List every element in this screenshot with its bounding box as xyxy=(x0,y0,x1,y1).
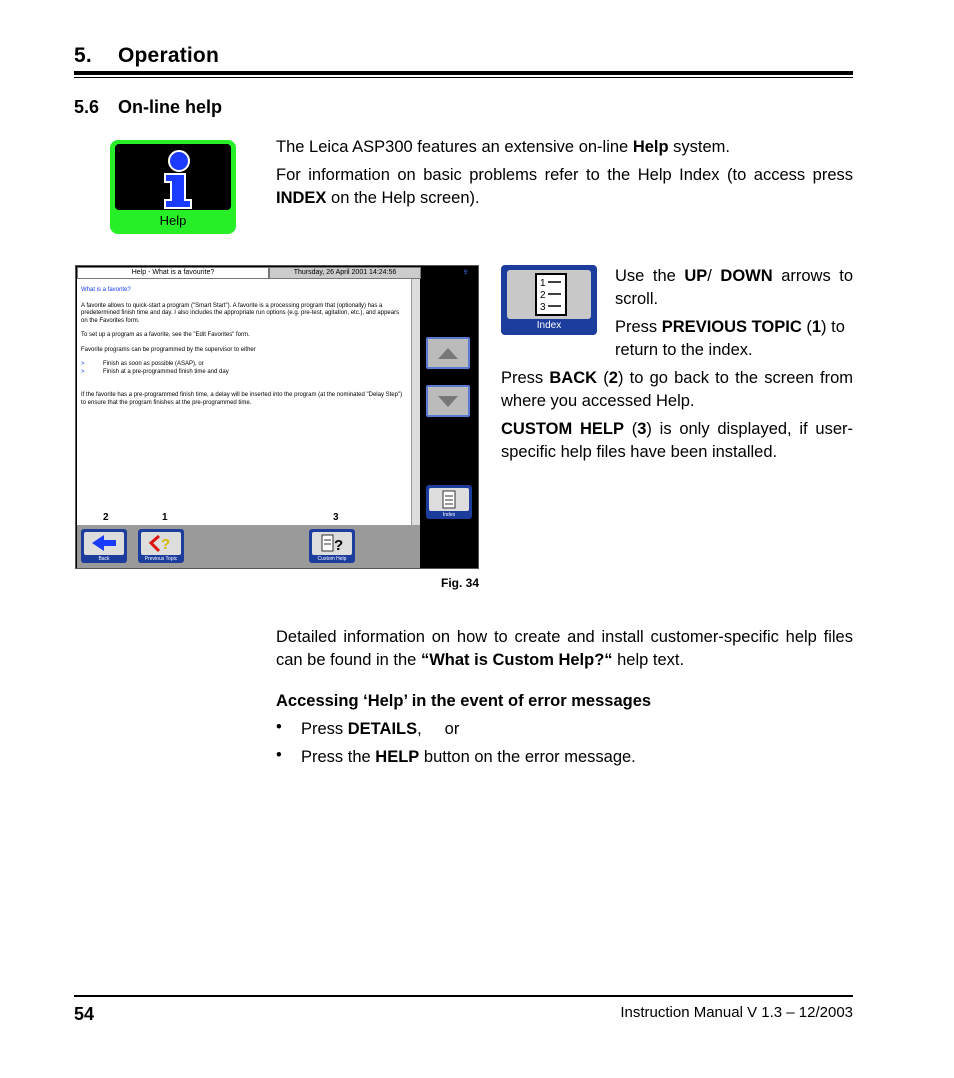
page-number: 54 xyxy=(74,1004,95,1024)
intro-paragraph-1: The Leica ASP300 features an extensive on-line Help system. xyxy=(276,138,731,156)
instruction-custom-help: CUSTOM HELP (3) is only displayed, if user-specific help files have been installed. xyxy=(501,420,853,461)
callout-3: 3 xyxy=(333,512,339,523)
previous-topic-button-illustration: ? Previous Topic xyxy=(138,529,184,563)
help-content-p3: Favorite programs can be programmed by the supervisor to either xyxy=(81,346,256,353)
chapter-heading xyxy=(74,44,219,68)
previous-topic-icon xyxy=(141,532,181,555)
instruction-previous-topic: Press PREVIOUS TOPIC (1) to return to the index. xyxy=(615,318,845,359)
help-content-heading: What is a favorite? xyxy=(81,287,131,293)
header-rule-thin xyxy=(74,77,853,78)
help-icon-label: Help xyxy=(159,213,187,228)
screen-date: Thursday, 26 April 2001 14:24:56 xyxy=(269,267,421,279)
help-content-p4: If the favorite has a pre-programmed finish time, a delay will be inserted into the program (at the nominated "Delay Step") to ensure that the program finishes at the pre-programmed time. xyxy=(81,392,403,406)
help-content-list-item: > Finish as soon as possible (ASAP), or xyxy=(81,361,204,367)
svg-text:?: ? xyxy=(161,536,171,553)
help-button-illustration xyxy=(110,140,236,234)
help-content xyxy=(77,279,411,525)
svg-text:2: 2 xyxy=(540,290,546,301)
custom-help-info xyxy=(276,626,853,672)
list-item: • Press DETAILS, or xyxy=(276,718,460,738)
up-arrow-icon xyxy=(428,339,468,367)
help-content-p1: A favorite allows to quick-start a program ("Smart Start"). A favorite is a processing program that (optionally) has a predetermined finish time and day. I also includes the appropriate run options (e.g. pre-test, agitation, etc.), and appears on the Favorites form. xyxy=(81,302,400,324)
custom-help-paragraph: Detailed information on how to create and install customer-specific help files can be found in the “What is Custom Help?“ help text. xyxy=(276,628,853,669)
down-arrow-icon xyxy=(428,387,468,415)
back-arrow-icon xyxy=(84,532,124,555)
custom-help-button-illustration: ? Custom Help xyxy=(309,529,355,563)
instruction-up-down: Use the UP/ DOWN arrows to scroll. xyxy=(615,267,853,308)
svg-text:3: 3 xyxy=(540,302,546,313)
custom-help-icon xyxy=(312,532,352,555)
intro-text xyxy=(276,136,853,210)
help-content-p2: To set up a program as a favorite, see the "Edit Favorites" form. xyxy=(81,332,250,338)
chapter-number: 5. xyxy=(74,44,92,67)
section-heading xyxy=(74,97,222,118)
header-rule xyxy=(74,71,853,75)
scroll-down-illustration xyxy=(426,385,470,417)
screen-title: Help - What is a favourite? xyxy=(77,267,269,279)
instruction-back: Press BACK (2) to go back to the screen from where you accessed Help. xyxy=(501,369,853,410)
error-help-section xyxy=(276,690,853,769)
index-button-illustration: Index xyxy=(426,485,472,519)
scroll-instructions xyxy=(615,265,853,362)
help-screen-screenshot xyxy=(75,265,479,569)
error-help-heading: Accessing ‘Help’ in the event of error messages xyxy=(276,692,652,710)
screen-side-panel xyxy=(420,279,478,568)
index-icon-label: Index xyxy=(536,320,562,331)
list-item: • Press the HELP button on the error message. xyxy=(276,746,636,766)
section-title: On-line help xyxy=(118,97,223,117)
index-button-icon xyxy=(501,265,597,335)
callout-2: 2 xyxy=(103,512,109,523)
index-list-icon xyxy=(429,488,469,511)
info-icon xyxy=(115,144,231,210)
footer-rule xyxy=(74,995,853,997)
screen-button-bar xyxy=(77,525,420,568)
back-instructions xyxy=(501,367,853,464)
figure-caption: Fig. 34 xyxy=(441,576,480,590)
scroll-up-illustration xyxy=(426,337,470,369)
help-content-list-item: > Finish at a pre-programmed finish time and day xyxy=(81,368,229,375)
svg-text:?: ? xyxy=(334,537,344,554)
chapter-title: Operation xyxy=(118,44,219,67)
index-list-icon xyxy=(507,270,591,319)
callout-1: 1 xyxy=(162,512,168,523)
back-button-illustration: Back xyxy=(81,529,127,563)
section-number: 5.6 xyxy=(74,97,100,117)
status-icon: ♆ xyxy=(462,267,470,278)
svg-text:1: 1 xyxy=(540,278,546,289)
manual-version: Instruction Manual V 1.3 – 12/2003 xyxy=(620,1004,853,1021)
intro-paragraph-2: For information on basic problems refer to the Help Index (to access press INDEX on the Help screen). xyxy=(276,166,853,207)
